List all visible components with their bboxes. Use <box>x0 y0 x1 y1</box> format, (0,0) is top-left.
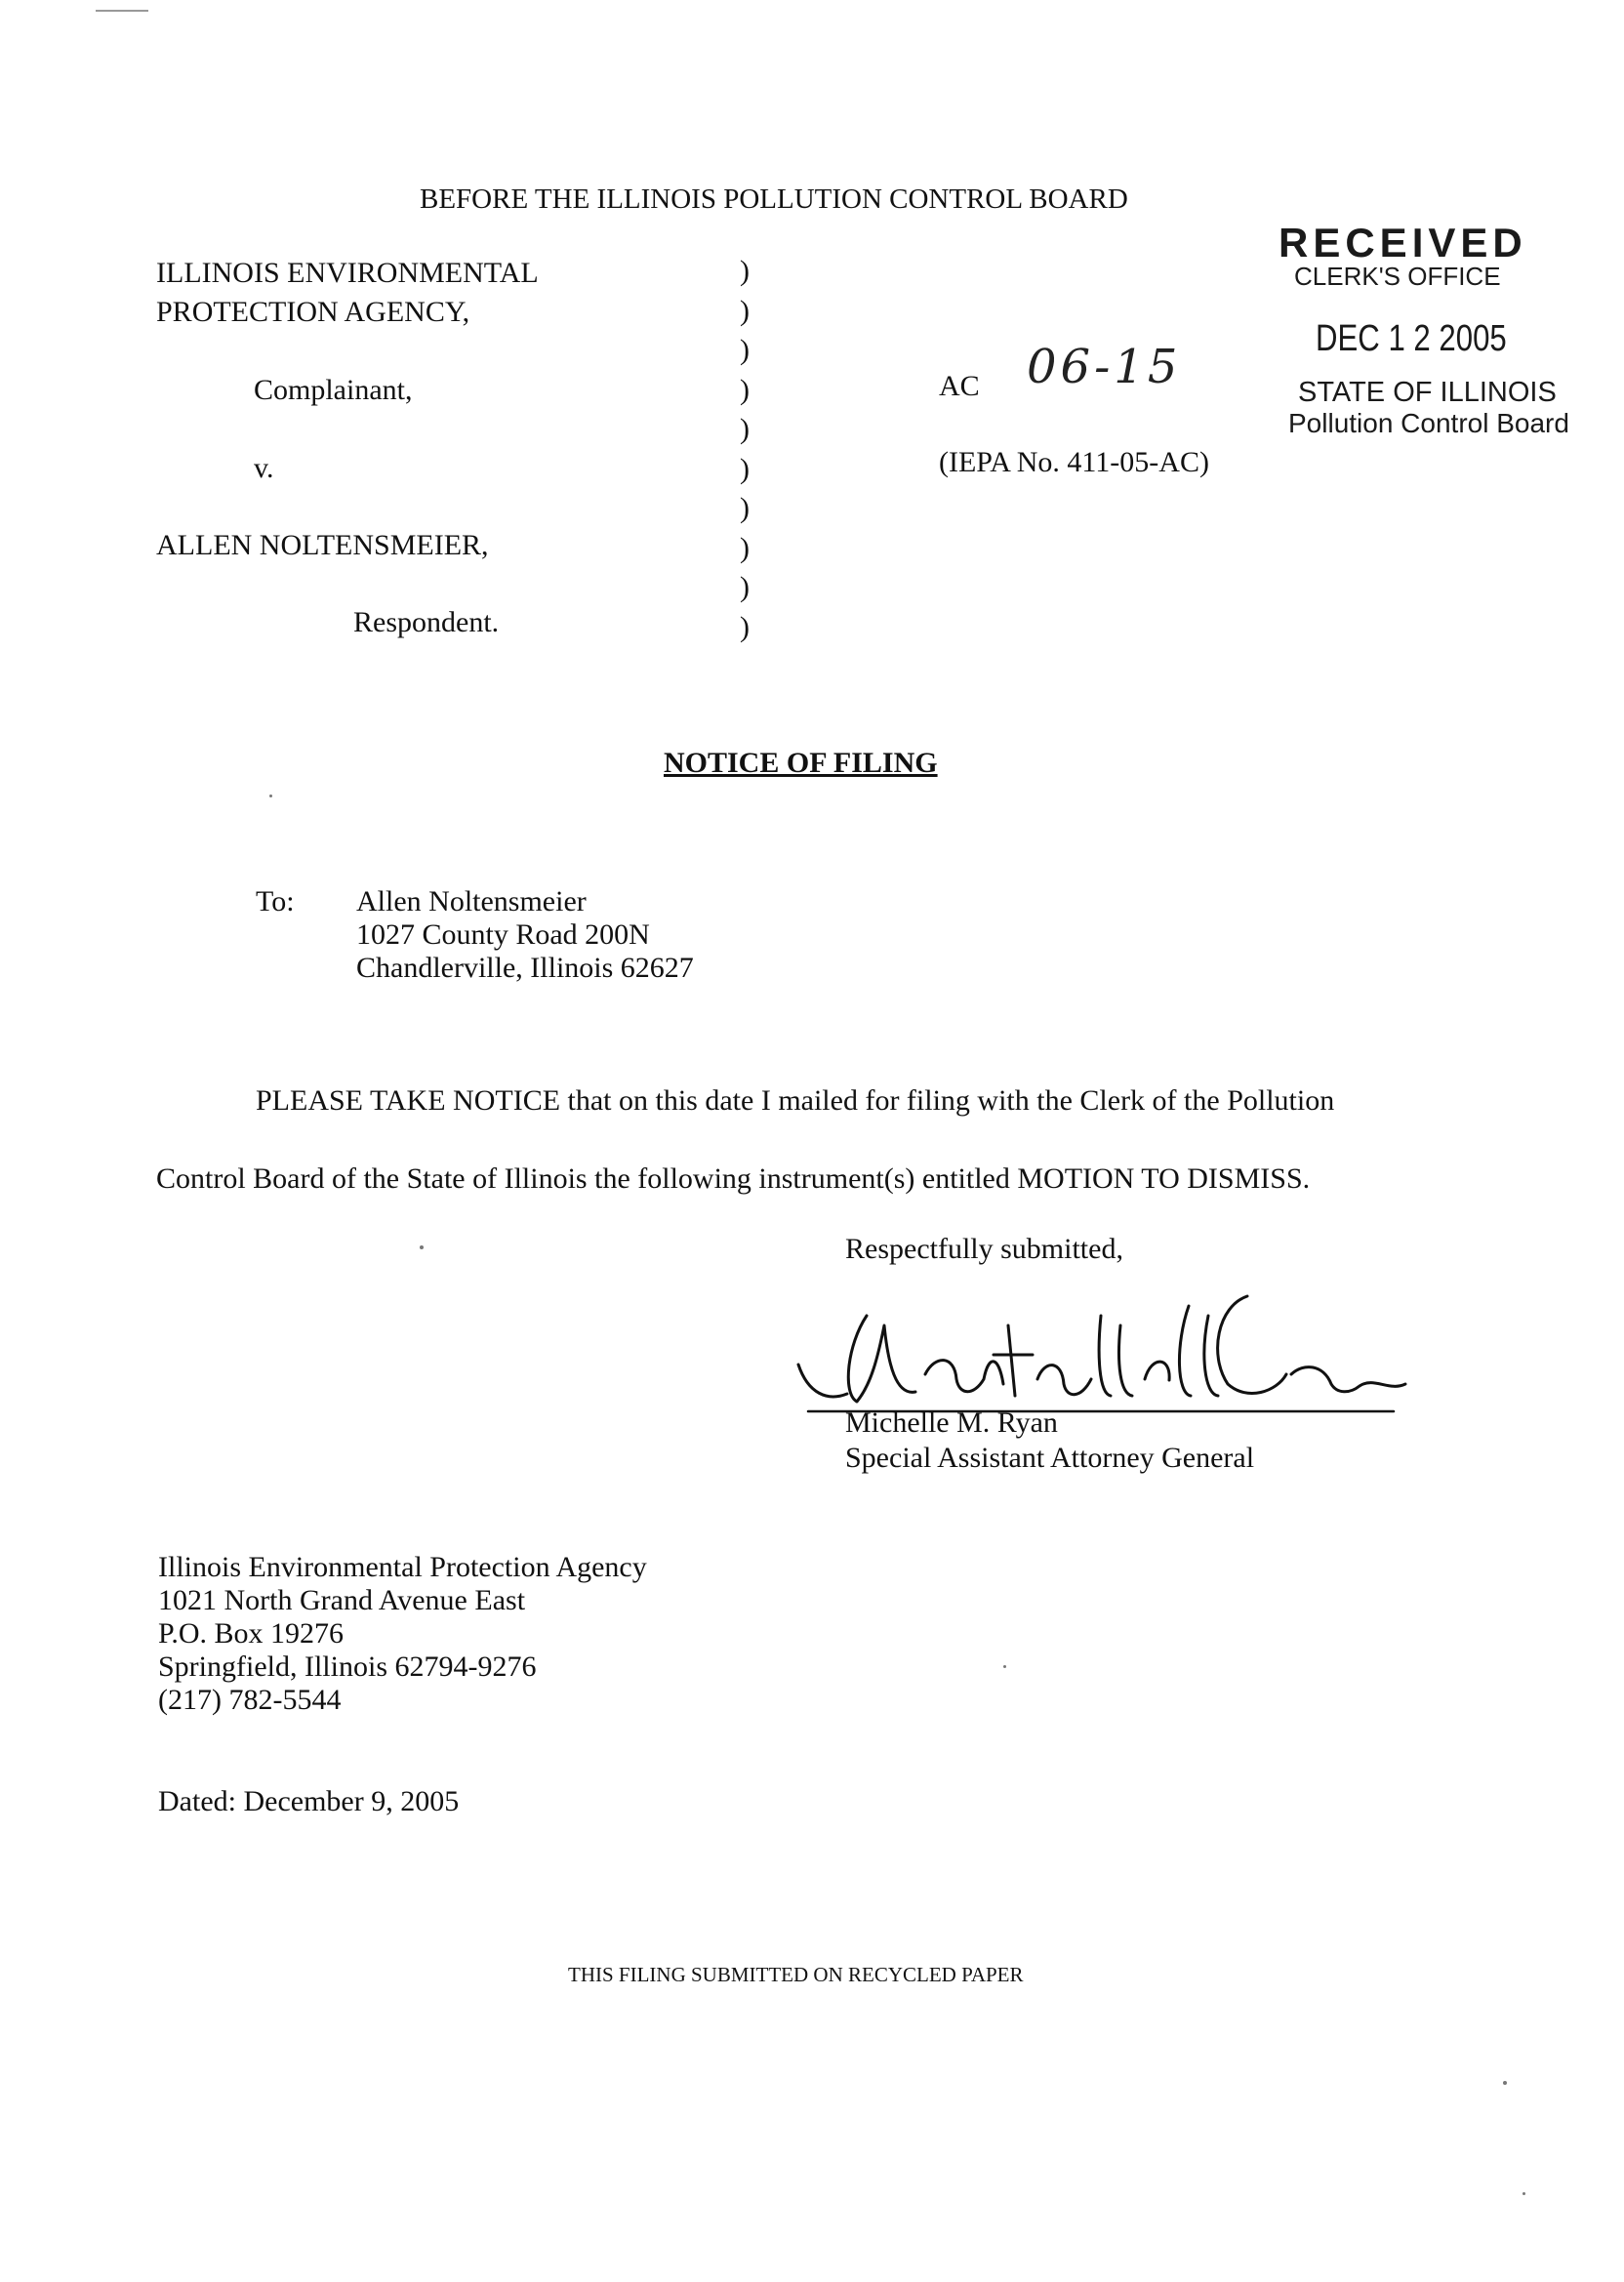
case-prefix: AC <box>939 370 980 402</box>
received-stamp <box>1259 221 1581 455</box>
versus: v. <box>254 452 274 484</box>
stamp-date: DEC 1 2 2005 <box>1316 318 1507 359</box>
caption-paren: ) <box>740 610 750 643</box>
agency-line3: P.O. Box 19276 <box>158 1617 345 1650</box>
document-title: NOTICE OF FILING <box>664 747 938 779</box>
caption-paren: ) <box>740 255 750 287</box>
caption-paren: ) <box>740 571 750 603</box>
stamp-office: CLERK'S OFFICE <box>1294 262 1501 291</box>
board-heading: BEFORE THE ILLINOIS POLLUTION CONTROL BOARD <box>420 183 1128 215</box>
caption-paren: ) <box>740 452 750 485</box>
agency-line5: (217) 782-5544 <box>158 1684 342 1716</box>
complainant-line2: PROTECTION AGENCY, <box>156 296 470 328</box>
case-number-handwritten: 06-15 <box>1027 340 1182 394</box>
to-city: Chandlerville, Illinois 62627 <box>356 952 694 984</box>
signer-name: Michelle M. Ryan <box>845 1406 1058 1439</box>
recycled-paper-footer: THIS FILING SUBMITTED ON RECYCLED PAPER <box>568 1963 1024 1986</box>
caption-paren-column <box>740 252 769 647</box>
scan-artifact <box>96 10 148 12</box>
scan-speck <box>1522 2192 1525 2195</box>
complainant-role: Complainant, <box>254 374 413 406</box>
caption-paren: ) <box>740 334 750 366</box>
scan-speck <box>1503 2081 1507 2085</box>
notice-line1: PLEASE TAKE NOTICE that on this date I mailed for filing with the Clerk of the Pollution <box>256 1084 1335 1117</box>
respondent-role: Respondent. <box>353 606 500 638</box>
iepa-number: (IEPA No. 411-05-AC) <box>939 446 1209 478</box>
caption-paren: ) <box>740 531 750 564</box>
complainant-line1: ILLINOIS ENVIRONMENTAL <box>156 257 539 289</box>
agency-line2: 1021 North Grand Avenue East <box>158 1584 526 1616</box>
to-name: Allen Noltensmeier <box>356 885 587 917</box>
respondent-name: ALLEN NOLTENSMEIER, <box>156 529 489 561</box>
stamp-board: Pollution Control Board <box>1288 408 1569 438</box>
notice-line2: Control Board of the State of Illinois the following instrument(s) entitled MOTION TO DISMISS. <box>156 1162 1311 1195</box>
caption-paren: ) <box>740 294 750 327</box>
dated-line: Dated: December 9, 2005 <box>158 1785 460 1817</box>
to-street: 1027 County Road 200N <box>356 918 650 951</box>
scan-speck <box>1003 1665 1006 1668</box>
signer-title: Special Assistant Attorney General <box>845 1442 1255 1474</box>
agency-line4: Springfield, Illinois 62794-9276 <box>158 1650 537 1683</box>
caption-paren: ) <box>740 413 750 445</box>
stamp-received: RECEIVED <box>1279 220 1527 265</box>
stamp-state: STATE OF ILLINOIS <box>1298 377 1557 408</box>
caption-paren: ) <box>740 492 750 524</box>
handwritten-signature <box>789 1286 1413 1423</box>
caption-paren: ) <box>740 373 750 406</box>
to-label: To: <box>256 885 295 917</box>
closing: Respectfully submitted, <box>845 1233 1123 1265</box>
scan-speck <box>420 1245 424 1249</box>
scan-speck <box>269 795 272 797</box>
agency-line1: Illinois Environmental Protection Agency <box>158 1551 647 1583</box>
